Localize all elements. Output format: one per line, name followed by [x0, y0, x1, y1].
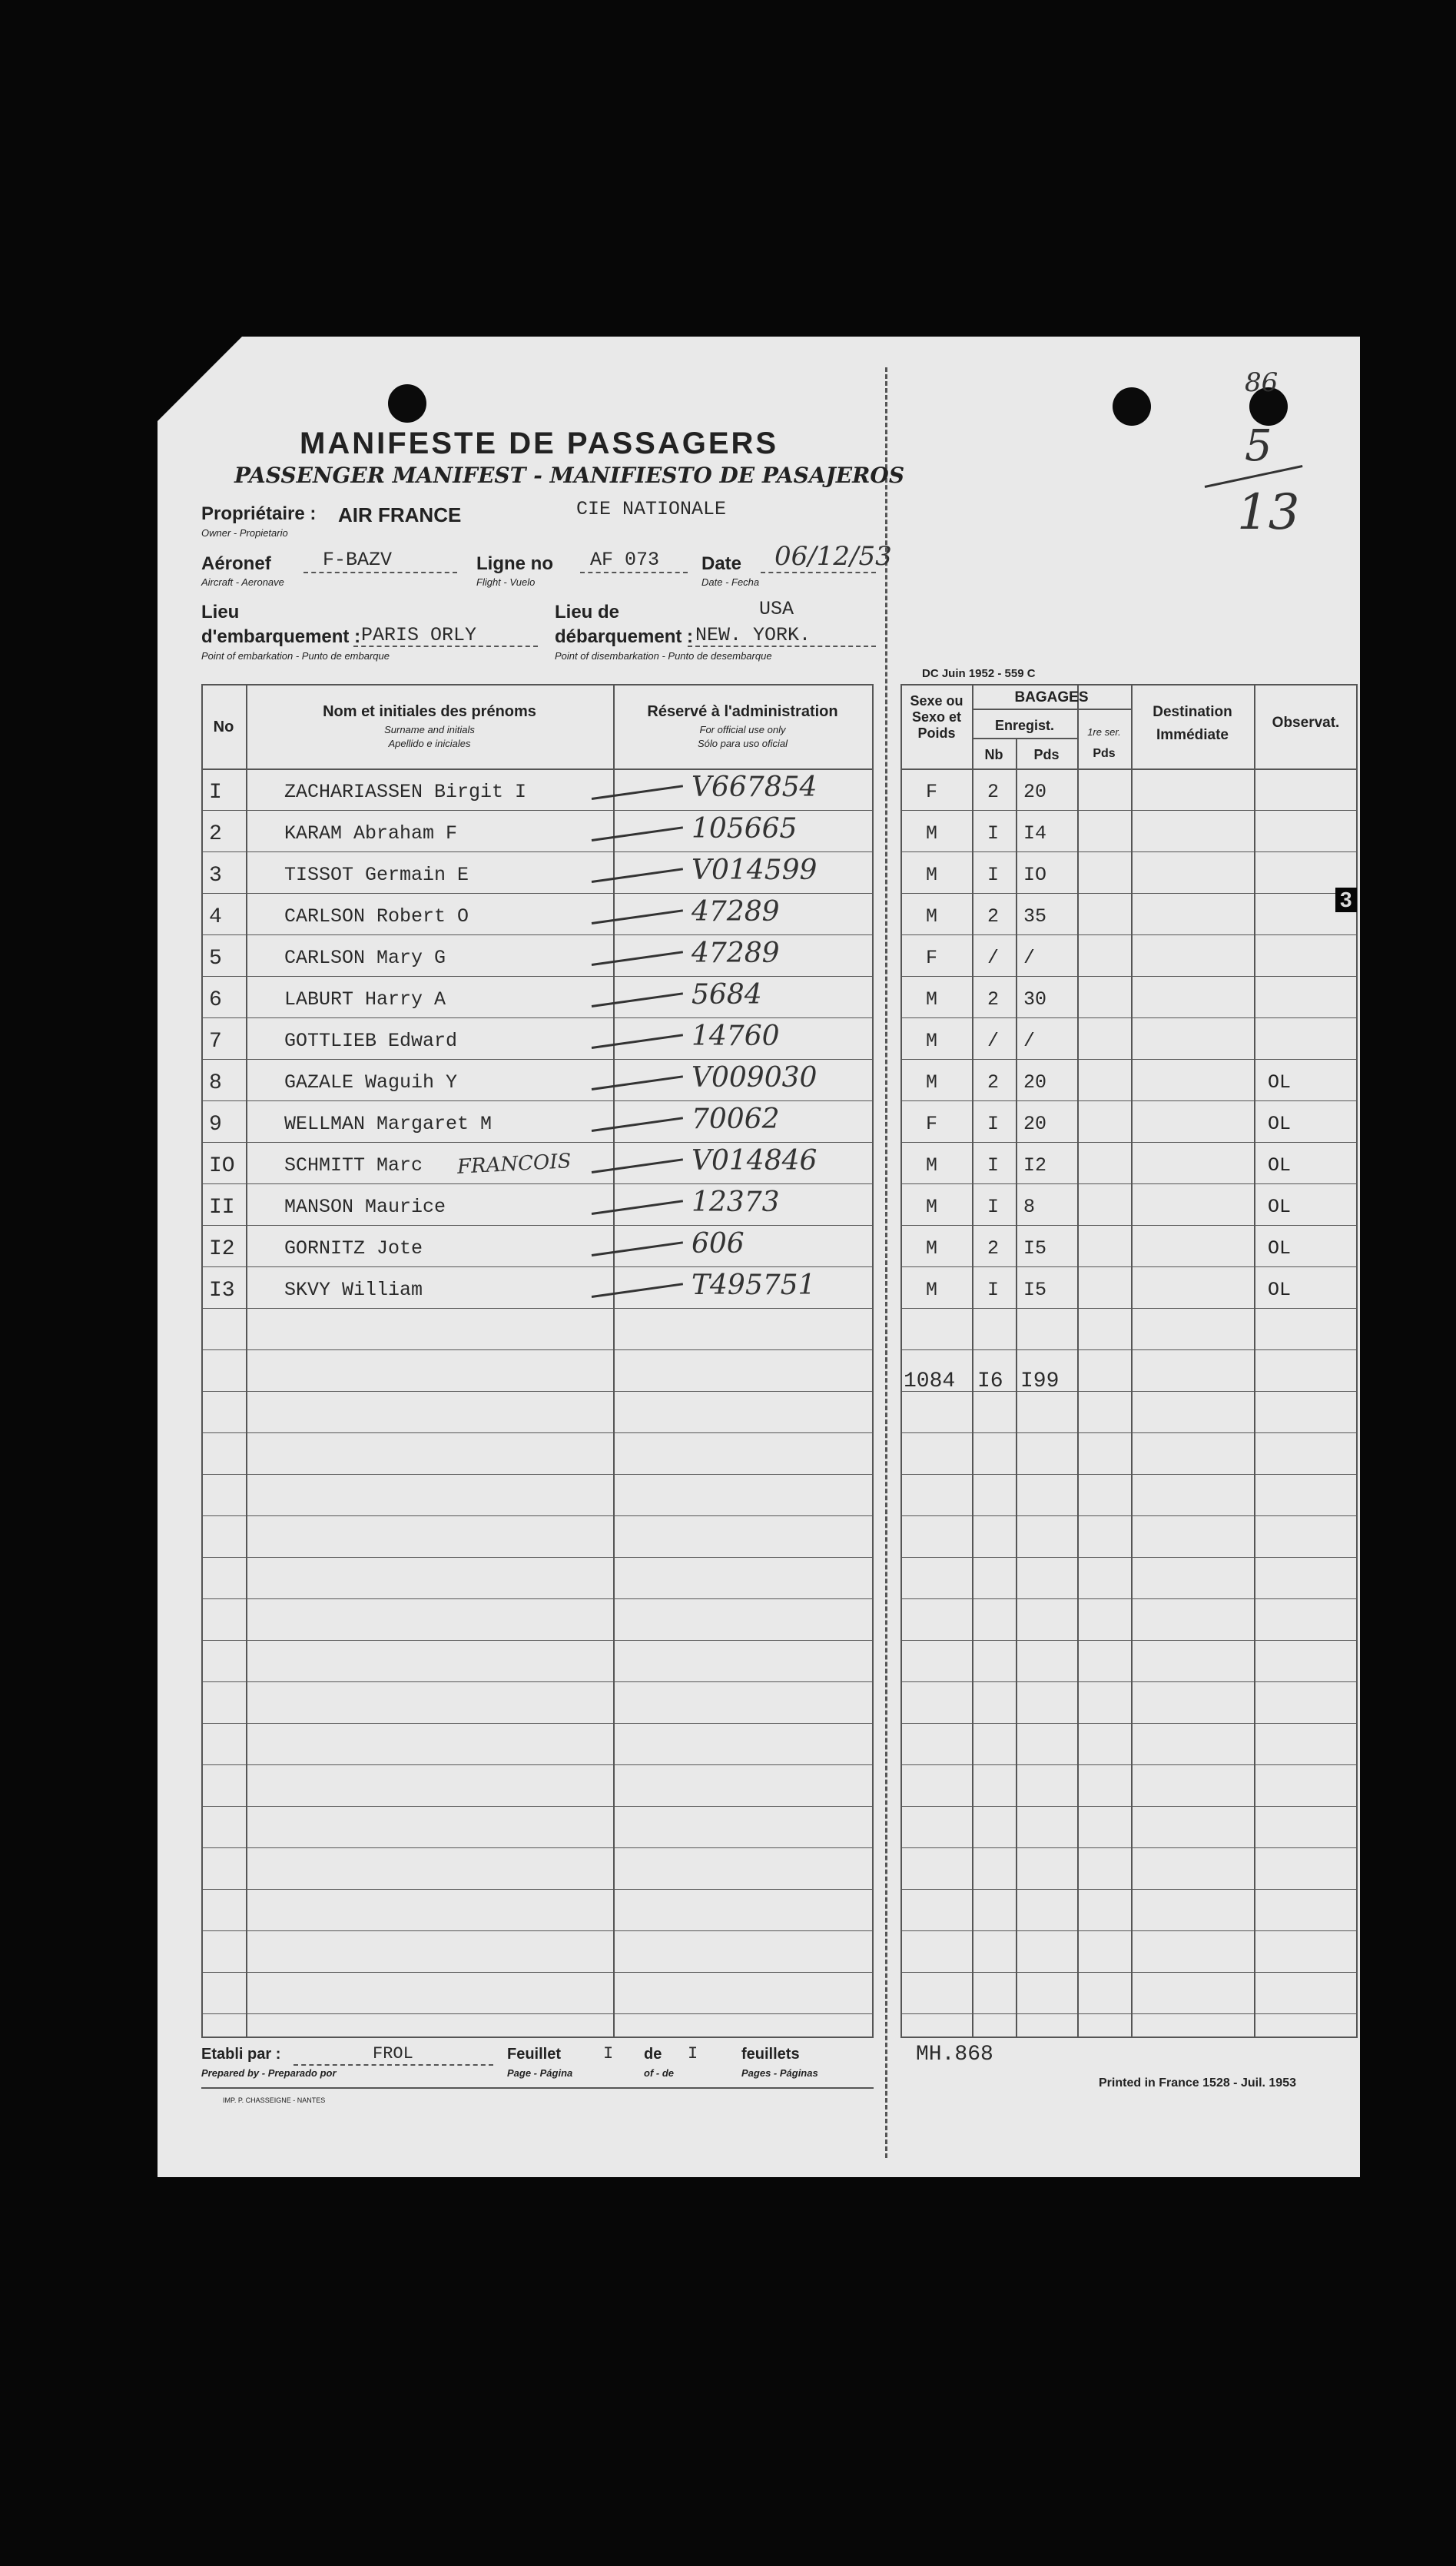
baggage-weight: 35 — [1023, 905, 1047, 928]
row-line — [201, 1183, 874, 1184]
center-perforation — [885, 367, 887, 2158]
form-reference: DC Juin 1952 - 559 C — [922, 667, 1036, 680]
row-number: 7 — [209, 1030, 222, 1054]
row-line — [201, 1723, 874, 1724]
prepared-line — [294, 2064, 493, 2066]
flight-sub: Flight - Vuelo — [476, 576, 536, 588]
pages-label: feuillets — [741, 2046, 800, 2063]
passenger-sex: M — [926, 1196, 938, 1218]
col-admin-sub1: For official use only — [699, 724, 786, 735]
col-dest-divider — [1254, 684, 1255, 2037]
admin-ref: 14760 — [692, 1021, 780, 1052]
row-line — [201, 1681, 874, 1682]
embark-line — [353, 646, 538, 647]
flight-line — [580, 572, 688, 573]
passenger-name: WELLMAN Margaret M — [284, 1113, 493, 1135]
embark-value: PARIS ORLY — [361, 624, 477, 646]
row-line — [201, 1515, 874, 1516]
passenger-sex: F — [926, 947, 938, 969]
col-no-divider — [246, 684, 247, 2037]
baggage-weight: I4 — [1023, 822, 1047, 845]
disembark-sub: Point of disembarkation - Punto de desembarque — [555, 650, 772, 662]
sheet-sub: Page - Página — [507, 2067, 573, 2079]
aircraft-sub: Aircraft - Aeronave — [201, 576, 284, 588]
row-line — [201, 1474, 874, 1475]
row-number: 3 — [209, 864, 222, 888]
admin-ref: T495751 — [692, 1270, 816, 1301]
row-line — [900, 1225, 1358, 1226]
passenger-sex: M — [926, 988, 938, 1011]
row-line — [201, 1142, 874, 1143]
admin-ref: 606 — [692, 1228, 745, 1260]
flight-value: AF 073 — [590, 549, 660, 571]
col-admin-sub2: Sólo para uso oficial — [697, 738, 788, 749]
passenger-sex: F — [926, 781, 938, 803]
total-pds: I99 — [1020, 1369, 1060, 1393]
annotation-fraction-top: 5 — [1245, 421, 1272, 471]
row-line — [900, 976, 1358, 977]
baggage-count: I — [987, 822, 1000, 845]
prepared-sub: Prepared by - Preparado por — [201, 2067, 337, 2079]
date-value: 06/12/53 — [774, 541, 892, 572]
baggage-count: / — [987, 947, 1000, 969]
passenger-sex: M — [926, 864, 938, 886]
col-name-sub2: Apellido e iniciales — [388, 738, 471, 749]
row-line — [900, 934, 1358, 935]
col-name-header: Nom et initiales des prénoms — [323, 703, 536, 720]
passenger-name: GORNITZ Jote — [284, 1237, 423, 1260]
side-mark: 3 — [1335, 888, 1357, 912]
row-line — [201, 1889, 874, 1890]
aircraft-value: F-BAZV — [323, 549, 393, 571]
left-table-bottom — [201, 2037, 874, 2038]
sheet-value: I — [603, 2044, 614, 2063]
baggage-weight: I5 — [1023, 1237, 1047, 1260]
row-line — [201, 934, 874, 935]
admin-ref: 12373 — [692, 1187, 780, 1218]
enregist-divider — [972, 738, 1077, 739]
passenger-sex: F — [926, 1113, 938, 1135]
row-line — [201, 1349, 874, 1350]
baggage-count: I — [987, 1154, 1000, 1177]
row-line — [201, 1557, 874, 1558]
row-line — [201, 810, 874, 811]
right-header-bottom — [900, 768, 1358, 770]
row-line — [201, 1847, 874, 1848]
punch-hole-right-1 — [1113, 387, 1151, 426]
col-pds2-header: Pds — [1093, 747, 1116, 760]
row-line — [201, 1017, 874, 1018]
admin-ref: 5684 — [692, 979, 762, 1011]
left-header-bottom — [201, 768, 874, 770]
passenger-name: KARAM Abraham F — [284, 822, 458, 845]
col-destination-header: Destination Immédiate — [1153, 704, 1232, 743]
baggage-count: 2 — [987, 1071, 1000, 1094]
col-sex-header: Sexe ou Sexo et Poids — [910, 693, 963, 741]
of-label: de — [644, 2046, 662, 2063]
row-line — [900, 1017, 1358, 1018]
punch-hole-left — [388, 384, 426, 423]
form-title: MANIFESTE DE PASSAGERS — [300, 427, 779, 460]
row-line — [201, 1598, 874, 1599]
row-line — [201, 1225, 874, 1226]
row-line — [900, 1308, 1358, 1309]
passenger-name: LABURT Harry A — [284, 988, 446, 1011]
row-line — [900, 1474, 1358, 1475]
owner-sub: Owner - Propietario — [201, 527, 288, 539]
col-name-divider — [613, 684, 615, 2037]
admin-ref: V014846 — [692, 1145, 818, 1177]
passenger-sex: M — [926, 905, 938, 928]
row-line — [201, 1391, 874, 1392]
col-bagages-header: BAGAGES — [1014, 689, 1089, 705]
row-number: II — [209, 1196, 235, 1220]
disembark-value-1: USA — [759, 598, 794, 620]
total-weight: 1084 — [904, 1369, 956, 1393]
row-line — [900, 1640, 1358, 1641]
baggage-count: I — [987, 864, 1000, 886]
row-line — [900, 1349, 1358, 1350]
flight-label: Ligne no — [476, 553, 553, 574]
baggage-weight: 8 — [1023, 1196, 1036, 1218]
row-number: 2 — [209, 822, 222, 846]
row-number: 5 — [209, 947, 222, 971]
passenger-name: ZACHARIASSEN Birgit I — [284, 781, 527, 803]
observation: OL — [1268, 1237, 1292, 1260]
right-table-top — [900, 684, 1358, 685]
embark-sub: Point of embarkation - Punto de embarque — [201, 650, 390, 662]
row-number: I — [209, 781, 222, 805]
col-first-divider — [1131, 684, 1133, 2037]
row-line — [900, 1847, 1358, 1848]
row-number: IO — [209, 1154, 235, 1178]
row-line — [900, 1972, 1358, 1973]
row-line — [201, 1266, 874, 1267]
disembark-label-1: Lieu de — [555, 602, 620, 622]
baggage-weight: / — [1023, 1030, 1036, 1052]
form-number: MH.868 — [916, 2043, 993, 2066]
row-line — [201, 851, 874, 852]
of-sub: of - de — [644, 2067, 674, 2079]
printed-in: Printed in France 1528 - Juil. 1953 — [1099, 2076, 1296, 2090]
passenger-name: GAZALE Waguih Y — [284, 1071, 458, 1094]
col-enregist-header: Enregist. — [994, 718, 1055, 733]
row-line — [201, 1972, 874, 1973]
baggage-count: 2 — [987, 1237, 1000, 1260]
row-line — [201, 1308, 874, 1309]
col-no-header: No — [213, 719, 234, 735]
row-line — [900, 851, 1358, 852]
admin-ref: 105665 — [692, 813, 798, 845]
observation: OL — [1268, 1154, 1292, 1177]
baggage-count: I — [987, 1279, 1000, 1301]
row-number: 4 — [209, 905, 222, 929]
passenger-name: TISSOT Germain E — [284, 864, 469, 886]
col-name-sub1: Surname and initials — [384, 724, 475, 735]
col-sex-divider — [972, 684, 973, 2037]
printer-credit: IMP. P. CHASSEIGNE - NANTES — [223, 2096, 326, 2104]
schmitt-note: FRANCOIS — [456, 1150, 572, 1179]
row-line — [900, 893, 1358, 894]
row-line — [201, 1640, 874, 1641]
baggage-count: I — [987, 1113, 1000, 1135]
disembark-line — [688, 646, 876, 647]
row-line — [900, 1889, 1358, 1890]
row-line — [900, 1100, 1358, 1101]
admin-ref: V667854 — [692, 772, 818, 803]
of-value: I — [688, 2044, 698, 2063]
passenger-name: MANSON Maurice — [284, 1196, 446, 1218]
row-line — [900, 1930, 1358, 1931]
row-line — [201, 1764, 874, 1765]
right-table-right — [1356, 684, 1358, 2037]
col-pds-divider — [1077, 684, 1079, 2037]
left-table-edge — [201, 684, 203, 2037]
row-line — [900, 810, 1358, 811]
baggage-count: / — [987, 1030, 1000, 1052]
col-pds-header: Pds — [1033, 747, 1060, 762]
row-line — [900, 1059, 1358, 1060]
date-label: Date — [701, 553, 742, 574]
baggage-weight: 30 — [1023, 988, 1047, 1011]
torn-corner — [158, 337, 242, 421]
footer-line — [201, 2087, 874, 2089]
col-nb-header: Nb — [984, 747, 1003, 762]
baggage-count: 2 — [987, 781, 1000, 803]
col-first-header: 1re ser. — [1087, 726, 1121, 738]
date-sub: Date - Fecha — [701, 576, 760, 588]
row-line — [201, 1930, 874, 1931]
pages-sub: Pages - Páginas — [741, 2067, 818, 2079]
baggage-weight: I5 — [1023, 1279, 1047, 1301]
annotation-small: 86 — [1245, 367, 1279, 398]
observation: OL — [1268, 1071, 1292, 1094]
passenger-sex: M — [926, 822, 938, 845]
left-table-right — [872, 684, 874, 2037]
baggage-count: 2 — [987, 905, 1000, 928]
row-line — [900, 2013, 1358, 2014]
baggage-weight: / — [1023, 947, 1036, 969]
passenger-name: GOTTLIEB Edward — [284, 1030, 458, 1052]
total-nb: I6 — [977, 1369, 1003, 1393]
observation: OL — [1268, 1196, 1292, 1218]
passenger-sex: M — [926, 1071, 938, 1094]
aircraft-label: Aéronef — [201, 553, 271, 574]
admin-ref: V009030 — [692, 1062, 818, 1094]
row-line — [201, 2013, 874, 2014]
row-line — [900, 1806, 1358, 1807]
col-nb-divider — [1016, 738, 1017, 2037]
row-line — [900, 1723, 1358, 1724]
col-observ-header: Observat. — [1272, 715, 1340, 731]
row-number: 6 — [209, 988, 222, 1012]
baggage-weight: 20 — [1023, 1071, 1047, 1094]
embark-label-1: Lieu — [201, 602, 240, 622]
passenger-name: CARLSON Robert O — [284, 905, 469, 928]
sheet-label: Feuillet — [507, 2046, 562, 2063]
baggage-weight: 20 — [1023, 1113, 1047, 1135]
admin-ref: V014599 — [692, 855, 818, 886]
passenger-name: CARLSON Mary G — [284, 947, 446, 969]
owner-label: Propriétaire : — [201, 503, 317, 524]
observation: OL — [1268, 1279, 1292, 1301]
admin-ref: 70062 — [692, 1104, 780, 1135]
owner-value: AIR FRANCE — [338, 503, 462, 526]
row-line — [900, 1681, 1358, 1682]
right-table-bottom — [900, 2037, 1358, 2038]
form-subtitle: PASSENGER MANIFEST - MANIFIESTO DE PASAJEROS — [234, 463, 905, 488]
passenger-sex: M — [926, 1030, 938, 1052]
disembark-label-2: débarquement : — [555, 626, 694, 647]
prepared-label: Etabli par : — [201, 2046, 281, 2063]
baggage-count: I — [987, 1196, 1000, 1218]
row-number: I3 — [209, 1279, 235, 1303]
right-table-edge — [900, 684, 902, 2037]
prepared-value: FROL — [373, 2044, 413, 2063]
passenger-name: SKVY William — [284, 1279, 423, 1301]
baggage-count: 2 — [987, 988, 1000, 1011]
row-line — [201, 1432, 874, 1433]
embark-label-2: d'embarquement : — [201, 626, 361, 647]
row-line — [900, 1598, 1358, 1599]
left-table-top — [201, 684, 874, 685]
disembark-value-2: NEW. YORK. — [695, 624, 811, 646]
admin-ref: 47289 — [692, 938, 780, 969]
date-line — [761, 572, 876, 573]
row-line — [900, 1183, 1358, 1184]
row-line — [201, 976, 874, 977]
row-line — [201, 1100, 874, 1101]
owner-extra: CIE NATIONALE — [576, 498, 727, 520]
row-line — [900, 1432, 1358, 1433]
baggage-weight: 20 — [1023, 781, 1047, 803]
passenger-name: SCHMITT Marc — [284, 1154, 423, 1177]
passenger-sex: M — [926, 1237, 938, 1260]
row-line — [900, 1391, 1358, 1392]
admin-ref: 47289 — [692, 896, 780, 928]
row-number: 9 — [209, 1113, 222, 1137]
row-line — [900, 1764, 1358, 1765]
bagages-divider — [972, 709, 1131, 710]
row-line — [201, 1806, 874, 1807]
observation: OL — [1268, 1113, 1292, 1135]
annotation-fraction-bottom: 13 — [1237, 484, 1300, 541]
row-line — [900, 1515, 1358, 1516]
row-number: I2 — [209, 1237, 235, 1261]
row-line — [900, 1557, 1358, 1558]
row-line — [900, 1266, 1358, 1267]
baggage-weight: I2 — [1023, 1154, 1047, 1177]
row-line — [201, 893, 874, 894]
row-line — [900, 1142, 1358, 1143]
passenger-sex: M — [926, 1154, 938, 1177]
passenger-sex: M — [926, 1279, 938, 1301]
row-line — [201, 1059, 874, 1060]
baggage-weight: IO — [1023, 864, 1047, 886]
row-number: 8 — [209, 1071, 222, 1095]
col-admin-header: Réservé à l'administration — [647, 703, 838, 720]
aircraft-line — [303, 572, 457, 573]
